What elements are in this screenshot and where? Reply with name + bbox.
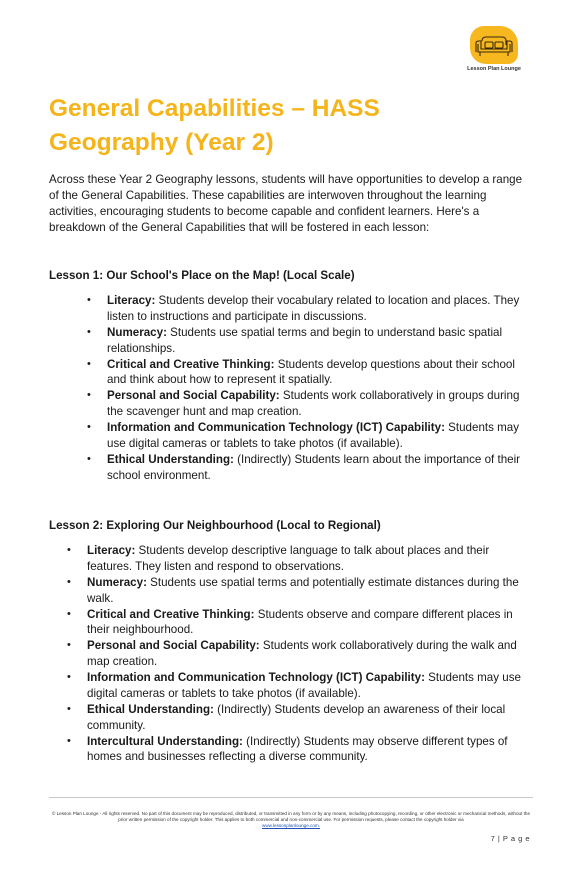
list-item [67, 638, 531, 670]
bullet: • [87, 357, 91, 370]
copyright-text: © Lesson Plan Lounge - All rights reserved. No part of this document may be reproduced, distributed, or transmitted in any form or by any means, including photocopying, recording, or other electronic or mechanical methods, without the prior written permission of the copyright holder. This applies to both commercial and non-commercial use. For permission requests, please contact the copyright holder via [51, 811, 531, 823]
bullet: • [67, 671, 71, 684]
couch-icon [473, 32, 515, 60]
capability-text: Students use spatial terms and potentially estimate distances during the walk. [87, 575, 519, 605]
website-link[interactable]: www.lessonplanlounge.com. [262, 823, 320, 829]
capability-text: Students observe and compare different places in their neighbourhood. [87, 607, 513, 637]
capability-term: Numeracy: [107, 325, 167, 339]
list-item [67, 702, 531, 734]
list-item [67, 670, 531, 702]
bullet: • [87, 452, 91, 465]
bullet: • [87, 421, 91, 434]
capability-term: Literacy: [87, 544, 136, 557]
capability-text: Students develop descriptive language to talk about places and their features. They listen and respond to observations. [87, 544, 490, 573]
capability-term: Literacy: [107, 294, 156, 307]
list-item [87, 452, 531, 484]
brand-logo [466, 26, 522, 76]
page-number: 7 | P a g e [490, 834, 530, 843]
capability-term: Critical and Creative Thinking: [87, 607, 255, 621]
capability-term: Personal and Social Capability: [87, 639, 260, 653]
list-item [67, 543, 531, 575]
capability-term: Intercultural Understanding: [87, 734, 243, 748]
capability-text: (Indirectly) Students develop an awareness of their local community. [87, 702, 506, 732]
capability-text: Students work collaboratively during the walk and map creation. [87, 639, 517, 669]
capability-term: Ethical Understanding: [107, 452, 234, 466]
lesson-1-heading: Lesson 1: Our School's Place on the Map! (Local Scale) [49, 269, 355, 282]
page-title: General Capabilities – HASS Geography (Year 2) [49, 95, 380, 156]
capability-text: Students develop questions about their school and think about how to represent it spatially. [107, 357, 515, 387]
bullet: • [67, 575, 71, 588]
bullet: • [87, 325, 91, 338]
list-item [87, 388, 531, 420]
bullet: • [67, 734, 71, 747]
bullet: • [67, 544, 71, 556]
bullet: • [67, 702, 71, 715]
capability-text: (Indirectly) Students learn about the importance of their school environment. [107, 452, 521, 482]
lesson-2-capabilities-list [67, 543, 531, 765]
intro-paragraph: Across these Year 2 Geography lessons, students will have opportunities to develop a range of the General Capabilities. These capabilities are interwoven throughout the learning activities, encouraging students to become capable and confident learners. Here's a breakdown of the General Capabilities that will be fostered in each lesson: [49, 173, 523, 234]
capability-term: Numeracy: [87, 575, 147, 589]
logo-text: Lesson Plan Lounge [467, 66, 521, 72]
capability-term: Information and Communication Technology (ICT) Capability: [87, 671, 425, 685]
capability-text: Students work collaboratively in groups during the scavenger hunt and map creation. [107, 389, 520, 419]
bullet: • [87, 389, 91, 402]
capability-term: Personal and Social Capability: [107, 389, 280, 403]
lesson-2-heading: Lesson 2: Exploring Our Neighbourhood (Local to Regional) [49, 519, 381, 532]
capability-text: Students may use digital cameras or tablets to take photos (if available). [107, 421, 520, 450]
copyright-notice [49, 811, 533, 830]
capability-text: Students use spatial terms and begin to understand basic spatial relationships. [107, 325, 503, 355]
list-item [87, 357, 531, 389]
list-item [67, 734, 531, 766]
capability-text: Students may use digital cameras or tablets to take photos (if available). [87, 671, 521, 700]
list-item [67, 607, 531, 639]
capability-term: Critical and Creative Thinking: [107, 357, 275, 371]
capability-text: Students develop their vocabulary related to location and places. They listen to instructions and participate in discussions. [107, 294, 520, 323]
capability-text: (Indirectly) Students may observe different types of homes and businesses reflecting a diverse community. [87, 734, 508, 764]
list-item [87, 325, 531, 357]
bullet: • [87, 294, 91, 306]
bullet: • [67, 607, 71, 620]
capability-term: Information and Communication Technology (ICT) Capability: [107, 421, 445, 435]
list-item [87, 420, 531, 452]
bullet: • [67, 639, 71, 652]
lesson-1-capabilities-list [87, 293, 531, 484]
capability-term: Ethical Understanding: [87, 702, 214, 716]
list-item [87, 293, 531, 325]
footer-divider [49, 797, 533, 798]
list-item [67, 575, 531, 607]
